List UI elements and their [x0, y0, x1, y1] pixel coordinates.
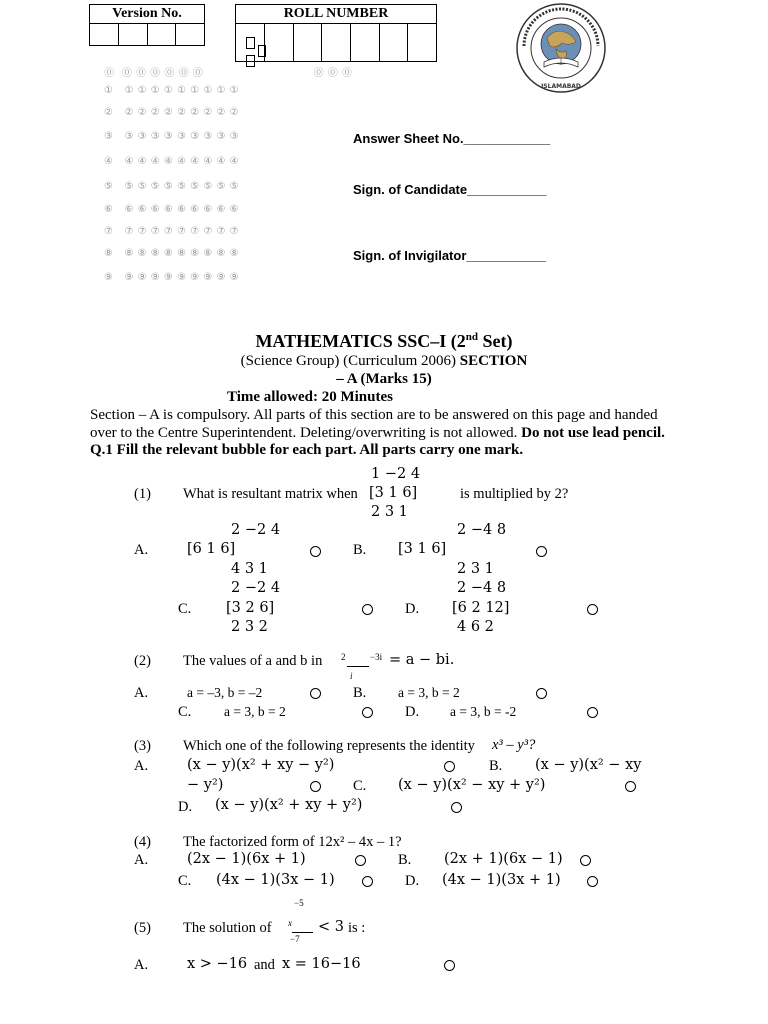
page-title: MATHEMATICS SSC–I (2nd Set)	[255, 331, 513, 351]
bubble-row-6[interactable]: ⑥ ⑥ ⑥ ⑥ ⑥ ⑥ ⑥ ⑥ ⑥ ⑥	[104, 204, 243, 215]
sign-invigilator-label: Sign. of Invigilator___________	[353, 248, 546, 263]
roll-cell[interactable]	[379, 24, 408, 62]
q2-frac-den: i	[350, 671, 353, 681]
bubble-row-4[interactable]: ④ ④ ④ ④ ④ ④ ④ ④ ④ ④	[104, 156, 243, 167]
q2-option-d-text: a = 3, b = -2	[450, 704, 517, 719]
q1-c-mid: [3 2 6]	[226, 600, 275, 616]
roll-cell[interactable]	[322, 24, 351, 62]
q3-option-a-label: A.	[134, 758, 149, 774]
time-allowed: Time allowed: 20 Minutes	[227, 389, 393, 405]
q5-is: is :	[348, 920, 366, 936]
q4-option-d-bubble[interactable]	[587, 876, 598, 887]
q5-inequality: < 3	[318, 919, 344, 935]
answer-sheet-label: Answer Sheet No.____________	[353, 131, 551, 146]
q4-option-a-text: (2x − 1)(6x + 1)	[187, 851, 306, 867]
roll-cell[interactable]	[293, 24, 322, 62]
q2-option-c-bubble[interactable]	[362, 707, 373, 718]
board-logo	[514, 2, 608, 94]
instruction-line-1: Section – A is compulsory. All parts of this section are to be answered on this page and handed	[90, 407, 658, 423]
q2-option-a-label: A.	[134, 685, 149, 701]
roll-number-label: ROLL NUMBER	[236, 5, 437, 24]
roll-cell[interactable]	[265, 24, 294, 62]
subtitle: (Science Group) (Curriculum 2006) SECTION	[240, 353, 528, 369]
q4-option-b-text: (2x + 1)(6x − 1)	[444, 851, 563, 867]
q1-option-b-bubble[interactable]	[536, 546, 547, 557]
q5-sup: −5	[294, 898, 304, 908]
q1-a-mid: [6 1 6]	[187, 541, 236, 557]
q1-option-a-bubble[interactable]	[310, 546, 321, 557]
q2-option-a-text: a = –3, b = –2	[187, 685, 263, 700]
q4-option-b-label: B.	[398, 852, 412, 868]
instruction-line-3: Q.1 Fill the relevant bubble for each part. All parts carry one mark.	[90, 442, 524, 458]
version-box	[89, 4, 205, 46]
q1-option-c-label: C.	[178, 601, 192, 617]
q3-option-b-text: (x − y)(x² − xy	[535, 757, 642, 773]
q3-option-c-label: C.	[353, 778, 367, 794]
bubble-row-1[interactable]: ① ① ① ① ① ① ① ① ① ①	[104, 85, 243, 96]
q5-option-a-and: and	[254, 957, 275, 973]
q2-option-b-label: B.	[353, 685, 367, 701]
version-cell[interactable]	[90, 24, 119, 46]
q4-option-d-label: D.	[405, 873, 420, 889]
q5-frac-x: x	[288, 918, 292, 928]
q1-option-c-bubble[interactable]	[362, 604, 373, 615]
bubble-row-2[interactable]: ② ② ② ② ② ② ② ② ② ②	[104, 107, 243, 118]
glyph-box	[258, 45, 266, 57]
q1-text-after: is multiplied by 2?	[460, 486, 569, 502]
q1-c-r3: 2 3 2	[231, 619, 268, 635]
logo-city-text: ISLAMABAD	[541, 83, 581, 90]
q5-frac-den: −7	[290, 934, 300, 944]
section-marks: – A (Marks 15)	[336, 371, 432, 387]
q1-number: (1)	[134, 486, 151, 502]
q2-option-d-bubble[interactable]	[587, 707, 598, 718]
q4-option-c-bubble[interactable]	[362, 876, 373, 887]
version-cell[interactable]	[147, 24, 176, 46]
q3-text: Which one of the following represents the identity	[183, 738, 475, 754]
q3-option-d-bubble[interactable]	[451, 802, 462, 813]
roll-cell[interactable]	[408, 24, 437, 62]
q1-c-top: 2 −2 4	[231, 580, 281, 596]
q1-matrix-bot: 2 3 1	[371, 504, 408, 520]
version-cell[interactable]	[176, 24, 205, 46]
q2-equation: = a − bi.	[389, 652, 455, 668]
q4-option-a-bubble[interactable]	[355, 855, 366, 866]
q5-option-a-label: A.	[134, 957, 149, 973]
q1-text: What is resultant matrix when	[183, 486, 358, 502]
q5-option-a-text-b: x = 16−16	[282, 956, 361, 972]
bubble-row-7[interactable]: ⑦ ⑦ ⑦ ⑦ ⑦ ⑦ ⑦ ⑦ ⑦ ⑦	[104, 226, 243, 237]
q1-b-top: 2 −4 8	[457, 522, 507, 538]
q4-option-c-text: (4x − 1)(3x − 1)	[216, 872, 335, 888]
bubble-row-5[interactable]: ⑤ ⑤ ⑤ ⑤ ⑤ ⑤ ⑤ ⑤ ⑤ ⑤	[104, 181, 243, 192]
q3-number: (3)	[134, 738, 151, 754]
q3-option-c-text: (x − y)(x² − xy + y²)	[398, 777, 546, 793]
q2-frac-bar	[347, 666, 369, 667]
q2-option-a-bubble[interactable]	[310, 688, 321, 699]
q4-option-a-label: A.	[134, 852, 149, 868]
q2-number: (2)	[134, 653, 151, 669]
q2-text: The values of a and b in	[183, 653, 323, 669]
glyph-box	[246, 37, 255, 49]
q1-option-d-label: D.	[405, 601, 420, 617]
sign-candidate-label: Sign. of Candidate___________	[353, 182, 547, 197]
q1-a-top: 2 −2 4	[231, 522, 281, 538]
q4-number: (4)	[134, 834, 151, 850]
q1-option-b-label: B.	[353, 542, 367, 558]
q5-number: (5)	[134, 920, 151, 936]
q1-d-r3: 4 6 2	[457, 619, 494, 635]
q1-b-mid: [3 1 6]	[398, 541, 447, 557]
q1-b-r3: 2 3 1	[457, 561, 494, 577]
q2-option-b-text: a = 3, b = 2	[398, 685, 460, 700]
q2-option-c-label: C.	[178, 704, 192, 720]
q1-matrix-top: 1 −2 4	[371, 466, 421, 482]
instruction-line-2: over to the Centre Superintendent. Deleting/overwriting is not allowed. Do not use lead pencil.	[90, 425, 665, 441]
q1-option-a-label: A.	[134, 542, 149, 558]
bubble-row-8[interactable]: ⑧ ⑧ ⑧ ⑧ ⑧ ⑧ ⑧ ⑧ ⑧ ⑧	[104, 248, 243, 259]
q3-expression: x³ – y³?	[492, 737, 536, 753]
q5-option-a-text-a: x > −16	[187, 956, 248, 972]
q5-frac-bar	[292, 932, 313, 933]
q3-option-d-text: (x − y)(x² + xy + y²)	[215, 797, 363, 813]
q3-option-a-wrap: − y²)	[187, 777, 224, 793]
q3-option-d-label: D.	[178, 799, 193, 815]
q2-option-d-label: D.	[405, 704, 420, 720]
version-cell[interactable]	[118, 24, 147, 46]
q1-d-mid: [6 2 12]	[452, 600, 510, 616]
q5-option-a-bubble[interactable]	[444, 960, 455, 971]
q3-option-b-label: B.	[489, 758, 503, 774]
q1-option-d-bubble[interactable]	[587, 604, 598, 615]
q4-option-d-text: (4x − 1)(3x + 1)	[442, 872, 561, 888]
q5-text: The solution of	[183, 920, 272, 936]
bubble-row-0[interactable]: ⓪ ⓪ ⓪ ⓪ ⓪ ⓪ ⓪ ⓪ ⓪ ⓪	[104, 68, 353, 79]
q1-a-r3: 4 3 1	[231, 561, 268, 577]
bubble-row-9[interactable]: ⑨ ⑨ ⑨ ⑨ ⑨ ⑨ ⑨ ⑨ ⑨ ⑨	[104, 272, 243, 283]
q3-option-a-text: (x − y)(x² + xy − y²)	[187, 757, 335, 773]
q4-option-b-bubble[interactable]	[580, 855, 591, 866]
q3-option-a-bubble[interactable]	[444, 761, 455, 772]
q3-option-b-bubble[interactable]	[310, 781, 321, 792]
q4-text: The factorized form of 12x² – 4x – 1?	[183, 834, 402, 850]
bubble-row-3[interactable]: ③ ③ ③ ③ ③ ③ ③ ③ ③ ③	[104, 131, 243, 142]
q2-frac-num: 2	[341, 652, 346, 662]
q2-frac-rest: −3i	[370, 652, 383, 662]
q4-option-c-label: C.	[178, 873, 192, 889]
q3-option-c-bubble[interactable]	[625, 781, 636, 792]
q2-option-c-text: a = 3, b = 2	[224, 704, 286, 719]
q2-option-b-bubble[interactable]	[536, 688, 547, 699]
version-label: Version No.	[90, 5, 205, 24]
q1-matrix-mid: [3 1 6]	[369, 485, 418, 501]
roll-cell[interactable]	[350, 24, 379, 62]
q1-d-top: 2 −4 8	[457, 580, 507, 596]
